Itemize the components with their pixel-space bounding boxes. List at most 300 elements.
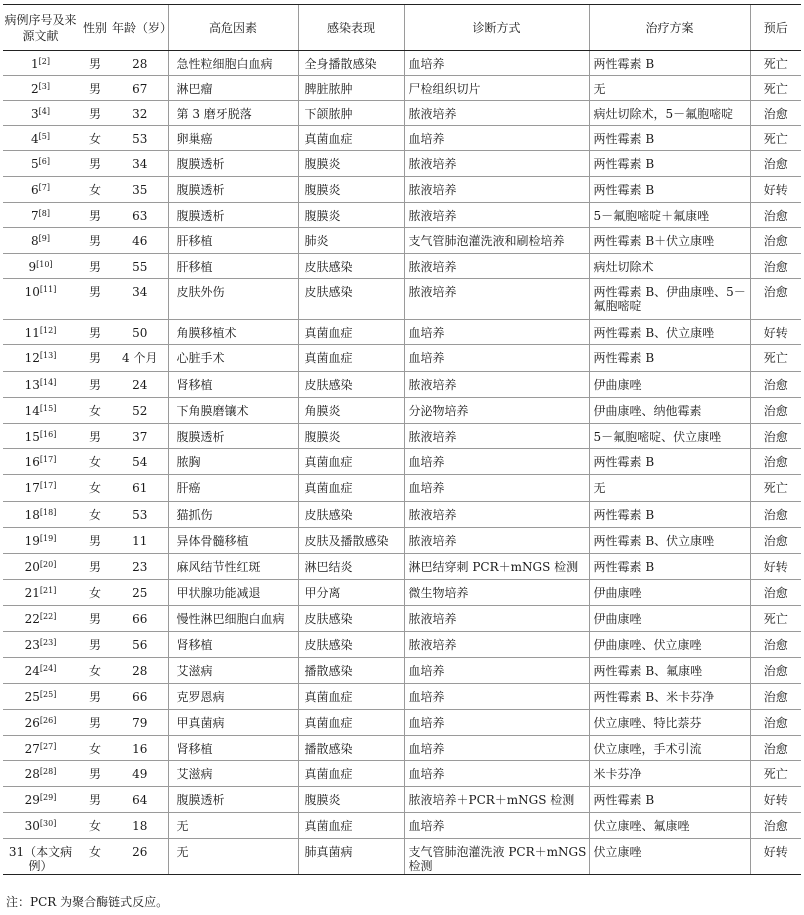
cell-age: 67 <box>112 76 168 101</box>
cell-age: 26 <box>112 839 168 875</box>
cell-sex: 男 <box>78 228 112 254</box>
cell-age: 54 <box>112 449 168 475</box>
cell-infection: 肺真菌病 <box>298 839 404 875</box>
cell-treatment: 伊曲康唑 <box>589 372 750 398</box>
cell-treatment: 伊曲康唑、纳他霉素 <box>589 398 750 424</box>
cell-prognosis: 治愈 <box>750 813 801 839</box>
cell-infection: 播散感染 <box>298 658 404 684</box>
cell-sex: 男 <box>78 151 112 177</box>
cell-infection: 真菌血症 <box>298 761 404 787</box>
header-prognosis: 预后 <box>750 5 801 51</box>
cell-age: 52 <box>112 398 168 424</box>
cell-risk: 艾滋病 <box>168 658 298 684</box>
cell-diagnosis: 微生物培养 <box>404 580 589 606</box>
cell-diagnosis: 脓液培养 <box>404 203 589 228</box>
cell-case-id <box>3 279 78 320</box>
cell-sex: 男 <box>78 203 112 228</box>
reference-citation: [13] <box>39 351 57 360</box>
cell-case-id <box>3 475 78 502</box>
cell-case-id <box>3 813 78 839</box>
cell-diagnosis: 尸检组织切片 <box>404 76 589 101</box>
cell-treatment: 病灶切除术 <box>589 254 750 279</box>
cell-diagnosis: 血培养 <box>404 813 589 839</box>
cell-infection: 真菌血症 <box>298 320 404 345</box>
cell-infection: 皮肤感染 <box>298 279 404 320</box>
cell-risk: 腹膜透析 <box>168 424 298 449</box>
cell-treatment: 5－氟胞嘧啶＋氟康唑 <box>589 203 750 228</box>
cell-case-id <box>3 658 78 684</box>
reference-citation: [29] <box>39 793 57 802</box>
table-row <box>3 424 801 449</box>
cell-sex: 男 <box>78 684 112 710</box>
cell-sex: 男 <box>78 710 112 736</box>
cell-infection: 肺炎 <box>298 228 404 254</box>
cell-sex: 男 <box>78 372 112 398</box>
cell-sex: 男 <box>78 345 112 372</box>
cell-age: 11 <box>112 528 168 554</box>
table-row <box>3 151 801 177</box>
table-row <box>3 710 801 736</box>
case-number: 17 <box>24 481 40 495</box>
cell-age: 28 <box>112 51 168 76</box>
cell-age: 34 <box>112 279 168 320</box>
cell-risk: 甲真菌病 <box>168 710 298 736</box>
cell-treatment: 伊曲康唑、伏立康唑 <box>589 632 750 658</box>
case-number: 30 <box>24 819 40 833</box>
cell-infection: 皮肤感染 <box>298 372 404 398</box>
cell-risk: 肾移植 <box>168 372 298 398</box>
cell-diagnosis: 脓液培养 <box>404 151 589 177</box>
cell-case-id <box>3 228 78 254</box>
cell-treatment: 伏立康唑、特比萘芬 <box>589 710 750 736</box>
cell-risk: 角膜移植术 <box>168 320 298 345</box>
cell-sex: 女 <box>78 449 112 475</box>
case-number: 31（本文病例） <box>8 845 73 873</box>
cell-age: 53 <box>112 502 168 528</box>
case-number: 14 <box>24 404 40 418</box>
cell-infection: 真菌血症 <box>298 710 404 736</box>
cell-prognosis: 治愈 <box>750 528 801 554</box>
cell-diagnosis: 血培养 <box>404 320 589 345</box>
cell-risk: 急性粒细胞白血病 <box>168 51 298 76</box>
cell-sex: 女 <box>78 839 112 875</box>
cell-diagnosis: 血培养 <box>404 449 589 475</box>
reference-citation: [17] <box>39 455 57 464</box>
cell-treatment: 两性霉素 B <box>589 345 750 372</box>
reference-citation: [15] <box>39 404 57 413</box>
case-number: 3 <box>31 107 39 121</box>
cell-sex: 女 <box>78 502 112 528</box>
case-number: 12 <box>24 351 40 365</box>
cell-prognosis: 治愈 <box>750 101 801 126</box>
cell-sex: 女 <box>78 475 112 502</box>
cell-prognosis: 治愈 <box>750 658 801 684</box>
reference-citation: [18] <box>39 508 57 517</box>
table-row <box>3 372 801 398</box>
cell-case-id <box>3 606 78 632</box>
cell-risk: 卵巢癌 <box>168 126 298 151</box>
cell-prognosis: 治愈 <box>750 632 801 658</box>
table-row <box>3 580 801 606</box>
table-row <box>3 839 801 875</box>
cell-diagnosis: 血培养 <box>404 475 589 502</box>
cell-risk: 肾移植 <box>168 632 298 658</box>
cell-diagnosis: 血培养 <box>404 658 589 684</box>
cell-risk: 皮肤外伤 <box>168 279 298 320</box>
cell-treatment: 5－氟胞嘧啶、伏立康唑 <box>589 424 750 449</box>
cell-case-id <box>3 254 78 279</box>
cell-diagnosis: 血培养 <box>404 684 589 710</box>
table-row <box>3 398 801 424</box>
reference-citation: [19] <box>39 534 57 543</box>
cell-diagnosis: 脓液培养 <box>404 101 589 126</box>
reference-citation: [20] <box>39 560 57 569</box>
cell-age: 64 <box>112 787 168 813</box>
reference-citation: [26] <box>39 716 57 725</box>
cell-treatment: 两性霉素 B、伏立康唑 <box>589 528 750 554</box>
cell-case-id <box>3 761 78 787</box>
cell-case-id <box>3 203 78 228</box>
table-row <box>3 658 801 684</box>
cell-diagnosis: 脓液培养 <box>404 279 589 320</box>
cell-treatment: 两性霉素 B、米卡芬净 <box>589 684 750 710</box>
cell-infection: 真菌血症 <box>298 449 404 475</box>
cell-treatment: 两性霉素 B <box>589 126 750 151</box>
table-body <box>3 51 801 875</box>
table-row <box>3 126 801 151</box>
reference-citation: [5] <box>38 132 50 141</box>
cell-risk: 腹膜透析 <box>168 151 298 177</box>
cell-diagnosis: 脓液培养 <box>404 502 589 528</box>
reference-citation: [9] <box>38 234 50 243</box>
cell-prognosis: 治愈 <box>750 228 801 254</box>
cell-case-id <box>3 554 78 580</box>
cell-infection: 下颌脓肿 <box>298 101 404 126</box>
cell-sex: 男 <box>78 254 112 279</box>
cell-treatment: 伊曲康唑 <box>589 580 750 606</box>
cell-age: 28 <box>112 658 168 684</box>
cell-diagnosis: 支气管肺泡灌洗液 PCR＋mNGS 检测 <box>404 839 589 875</box>
table-row <box>3 502 801 528</box>
table-row <box>3 320 801 345</box>
reference-citation: [30] <box>39 819 57 828</box>
case-number: 27 <box>24 742 40 756</box>
cell-treatment: 伊曲康唑 <box>589 606 750 632</box>
cell-age: 56 <box>112 632 168 658</box>
cell-age: 23 <box>112 554 168 580</box>
cell-risk: 腹膜透析 <box>168 203 298 228</box>
case-table <box>3 4 801 875</box>
table-row <box>3 813 801 839</box>
cell-case-id <box>3 839 78 875</box>
cell-sex: 男 <box>78 51 112 76</box>
table-row <box>3 51 801 76</box>
cell-treatment: 两性霉素 B <box>589 151 750 177</box>
cell-sex: 男 <box>78 632 112 658</box>
reference-citation: [27] <box>39 742 57 751</box>
cell-treatment: 两性霉素 B <box>589 449 750 475</box>
cell-infection: 播散感染 <box>298 736 404 761</box>
cell-diagnosis: 血培养 <box>404 736 589 761</box>
cell-risk: 肾移植 <box>168 736 298 761</box>
cell-diagnosis: 脓液培养 <box>404 254 589 279</box>
case-number: 21 <box>24 586 40 600</box>
cell-prognosis: 好转 <box>750 177 801 203</box>
cell-sex: 男 <box>78 76 112 101</box>
cell-risk: 猫抓伤 <box>168 502 298 528</box>
cell-case-id <box>3 684 78 710</box>
reference-citation: [22] <box>39 612 57 621</box>
cell-prognosis: 治愈 <box>750 372 801 398</box>
cell-case-id <box>3 449 78 475</box>
cell-infection: 真菌血症 <box>298 126 404 151</box>
reference-citation: [6] <box>38 157 50 166</box>
cell-prognosis: 死亡 <box>750 761 801 787</box>
header-treatment: 治疗方案 <box>589 5 750 51</box>
cell-infection: 全身播散感染 <box>298 51 404 76</box>
cell-prognosis: 死亡 <box>750 126 801 151</box>
cell-infection: 脾脏脓肿 <box>298 76 404 101</box>
cell-infection: 腹膜炎 <box>298 177 404 203</box>
case-number: 13 <box>24 378 40 392</box>
cell-case-id <box>3 710 78 736</box>
table-row <box>3 279 801 320</box>
header-risk: 高危因素 <box>168 5 298 51</box>
cell-diagnosis: 血培养 <box>404 710 589 736</box>
cell-treatment: 无 <box>589 475 750 502</box>
cell-sex: 女 <box>78 658 112 684</box>
cell-diagnosis: 脓液培养 <box>404 424 589 449</box>
cell-sex: 男 <box>78 554 112 580</box>
cell-case-id <box>3 320 78 345</box>
cell-risk: 克罗恩病 <box>168 684 298 710</box>
case-number: 10 <box>24 285 40 299</box>
cell-treatment: 两性霉素 B <box>589 177 750 203</box>
cell-treatment: 米卡芬净 <box>589 761 750 787</box>
case-number: 1 <box>31 57 39 71</box>
cell-treatment: 两性霉素 B＋伏立康唑 <box>589 228 750 254</box>
case-number: 8 <box>31 234 39 248</box>
cell-sex: 女 <box>78 177 112 203</box>
cell-infection: 真菌血症 <box>298 475 404 502</box>
table-row <box>3 449 801 475</box>
reference-citation: [7] <box>38 183 50 192</box>
cell-case-id <box>3 736 78 761</box>
header-sex: 性别 <box>78 5 112 51</box>
cell-age: 37 <box>112 424 168 449</box>
cell-infection: 皮肤感染 <box>298 502 404 528</box>
cell-risk: 肝移植 <box>168 254 298 279</box>
header-age: 年龄（岁） <box>112 5 168 51</box>
cell-infection: 腹膜炎 <box>298 203 404 228</box>
cell-prognosis: 治愈 <box>750 279 801 320</box>
cell-age: 34 <box>112 151 168 177</box>
case-number: 15 <box>24 430 40 444</box>
table-row <box>3 761 801 787</box>
reference-citation: [25] <box>39 690 57 699</box>
cell-case-id <box>3 126 78 151</box>
cell-age: 32 <box>112 101 168 126</box>
case-number: 20 <box>24 560 40 574</box>
cell-case-id <box>3 632 78 658</box>
cell-case-id <box>3 151 78 177</box>
cell-treatment: 两性霉素 B <box>589 787 750 813</box>
header-id: 病例序号及来源文献 <box>3 5 78 51</box>
cell-risk: 无 <box>168 839 298 875</box>
cell-age: 24 <box>112 372 168 398</box>
table-row <box>3 528 801 554</box>
cell-case-id <box>3 398 78 424</box>
cell-diagnosis: 脓液培养 <box>404 606 589 632</box>
case-number: 23 <box>24 638 40 652</box>
cell-treatment: 病灶切除术，5－氟胞嘧啶 <box>589 101 750 126</box>
case-number: 28 <box>24 767 40 781</box>
cell-sex: 男 <box>78 528 112 554</box>
cell-diagnosis: 血培养 <box>404 51 589 76</box>
cell-age: 46 <box>112 228 168 254</box>
reference-citation: [17] <box>39 481 57 490</box>
reference-citation: [28] <box>39 767 57 776</box>
cell-diagnosis: 脓液培养 <box>404 372 589 398</box>
reference-citation: [16] <box>39 430 57 439</box>
cell-infection: 皮肤感染 <box>298 632 404 658</box>
cell-sex: 女 <box>78 736 112 761</box>
table-row <box>3 203 801 228</box>
cell-treatment: 伏立康唑，手术引流 <box>589 736 750 761</box>
case-number: 6 <box>31 183 39 197</box>
cell-prognosis: 治愈 <box>750 398 801 424</box>
header-infection: 感染表现 <box>298 5 404 51</box>
header-row <box>3 5 801 51</box>
cell-sex: 女 <box>78 398 112 424</box>
cell-age: 49 <box>112 761 168 787</box>
cell-prognosis: 死亡 <box>750 606 801 632</box>
cell-diagnosis: 淋巴结穿刺 PCR＋mNGS 检测 <box>404 554 589 580</box>
cell-risk: 慢性淋巴细胞白血病 <box>168 606 298 632</box>
cell-age: 66 <box>112 606 168 632</box>
cell-treatment: 无 <box>589 76 750 101</box>
cell-case-id <box>3 528 78 554</box>
cell-diagnosis: 脓液培养 <box>404 528 589 554</box>
cell-treatment: 两性霉素 B <box>589 502 750 528</box>
cell-case-id <box>3 345 78 372</box>
table-row <box>3 254 801 279</box>
cell-infection: 角膜炎 <box>298 398 404 424</box>
cell-risk: 腹膜透析 <box>168 177 298 203</box>
cell-case-id <box>3 76 78 101</box>
cell-prognosis: 治愈 <box>750 151 801 177</box>
cell-prognosis: 治愈 <box>750 424 801 449</box>
cell-prognosis: 治愈 <box>750 203 801 228</box>
cell-prognosis: 治愈 <box>750 736 801 761</box>
cell-treatment: 两性霉素 B、伊曲康唑、5－氟胞嘧啶 <box>589 279 750 320</box>
cell-prognosis: 死亡 <box>750 345 801 372</box>
cell-sex: 男 <box>78 279 112 320</box>
cell-case-id <box>3 502 78 528</box>
case-number: 11 <box>24 326 40 340</box>
header-diagnosis: 诊断方式 <box>404 5 589 51</box>
table-row <box>3 475 801 502</box>
cell-treatment: 两性霉素 B <box>589 51 750 76</box>
cell-infection: 皮肤感染 <box>298 254 404 279</box>
table-row <box>3 632 801 658</box>
cell-diagnosis: 脓液培养 <box>404 632 589 658</box>
cell-prognosis: 治愈 <box>750 684 801 710</box>
cell-sex: 男 <box>78 606 112 632</box>
cell-prognosis: 死亡 <box>750 76 801 101</box>
table-row <box>3 101 801 126</box>
reference-citation: [10] <box>36 260 53 269</box>
cell-infection: 甲分离 <box>298 580 404 606</box>
cell-treatment: 两性霉素 B、氟康唑 <box>589 658 750 684</box>
cell-risk: 艾滋病 <box>168 761 298 787</box>
cell-age: 16 <box>112 736 168 761</box>
cell-prognosis: 治愈 <box>750 254 801 279</box>
cell-age: 50 <box>112 320 168 345</box>
cell-treatment: 两性霉素 B <box>589 554 750 580</box>
cell-treatment: 伏立康唑、氟康唑 <box>589 813 750 839</box>
case-number: 16 <box>24 455 40 469</box>
reference-citation: [23] <box>39 638 57 647</box>
reference-citation: [21] <box>39 586 57 595</box>
cell-sex: 男 <box>78 761 112 787</box>
case-number: 2 <box>31 82 39 96</box>
cell-treatment: 两性霉素 B、伏立康唑 <box>589 320 750 345</box>
cell-risk: 心脏手术 <box>168 345 298 372</box>
reference-citation: [8] <box>38 209 50 218</box>
cell-case-id <box>3 177 78 203</box>
cell-risk: 腹膜透析 <box>168 787 298 813</box>
cell-age: 79 <box>112 710 168 736</box>
cell-diagnosis: 分泌物培养 <box>404 398 589 424</box>
cell-age: 61 <box>112 475 168 502</box>
cell-sex: 男 <box>78 320 112 345</box>
cell-case-id <box>3 424 78 449</box>
cell-diagnosis: 脓液培养 <box>404 177 589 203</box>
cell-prognosis: 治愈 <box>750 710 801 736</box>
table-row <box>3 606 801 632</box>
cell-infection: 真菌血症 <box>298 813 404 839</box>
reference-citation: [3] <box>38 82 50 91</box>
cell-diagnosis: 血培养 <box>404 345 589 372</box>
cell-age: 18 <box>112 813 168 839</box>
cell-risk: 无 <box>168 813 298 839</box>
case-number: 5 <box>31 157 39 171</box>
cell-age: 35 <box>112 177 168 203</box>
table-note: 注：PCR 为聚合酶链式反应。 <box>6 895 169 909</box>
case-number: 9 <box>28 260 37 274</box>
cell-prognosis: 治愈 <box>750 502 801 528</box>
cell-prognosis: 治愈 <box>750 449 801 475</box>
cell-sex: 男 <box>78 101 112 126</box>
cell-sex: 男 <box>78 787 112 813</box>
case-number: 4 <box>31 132 39 146</box>
cell-case-id <box>3 787 78 813</box>
cell-infection: 皮肤感染 <box>298 606 404 632</box>
cell-sex: 女 <box>78 580 112 606</box>
case-number: 29 <box>24 793 40 807</box>
cell-case-id <box>3 372 78 398</box>
cell-infection: 腹膜炎 <box>298 424 404 449</box>
cell-infection: 淋巴结炎 <box>298 554 404 580</box>
cell-risk: 甲状腺功能减退 <box>168 580 298 606</box>
cell-infection: 腹膜炎 <box>298 787 404 813</box>
cell-prognosis: 死亡 <box>750 51 801 76</box>
cell-age: 66 <box>112 684 168 710</box>
table-row <box>3 684 801 710</box>
cell-age: 4 个月 <box>112 345 168 372</box>
cell-risk: 麻风结节性红斑 <box>168 554 298 580</box>
